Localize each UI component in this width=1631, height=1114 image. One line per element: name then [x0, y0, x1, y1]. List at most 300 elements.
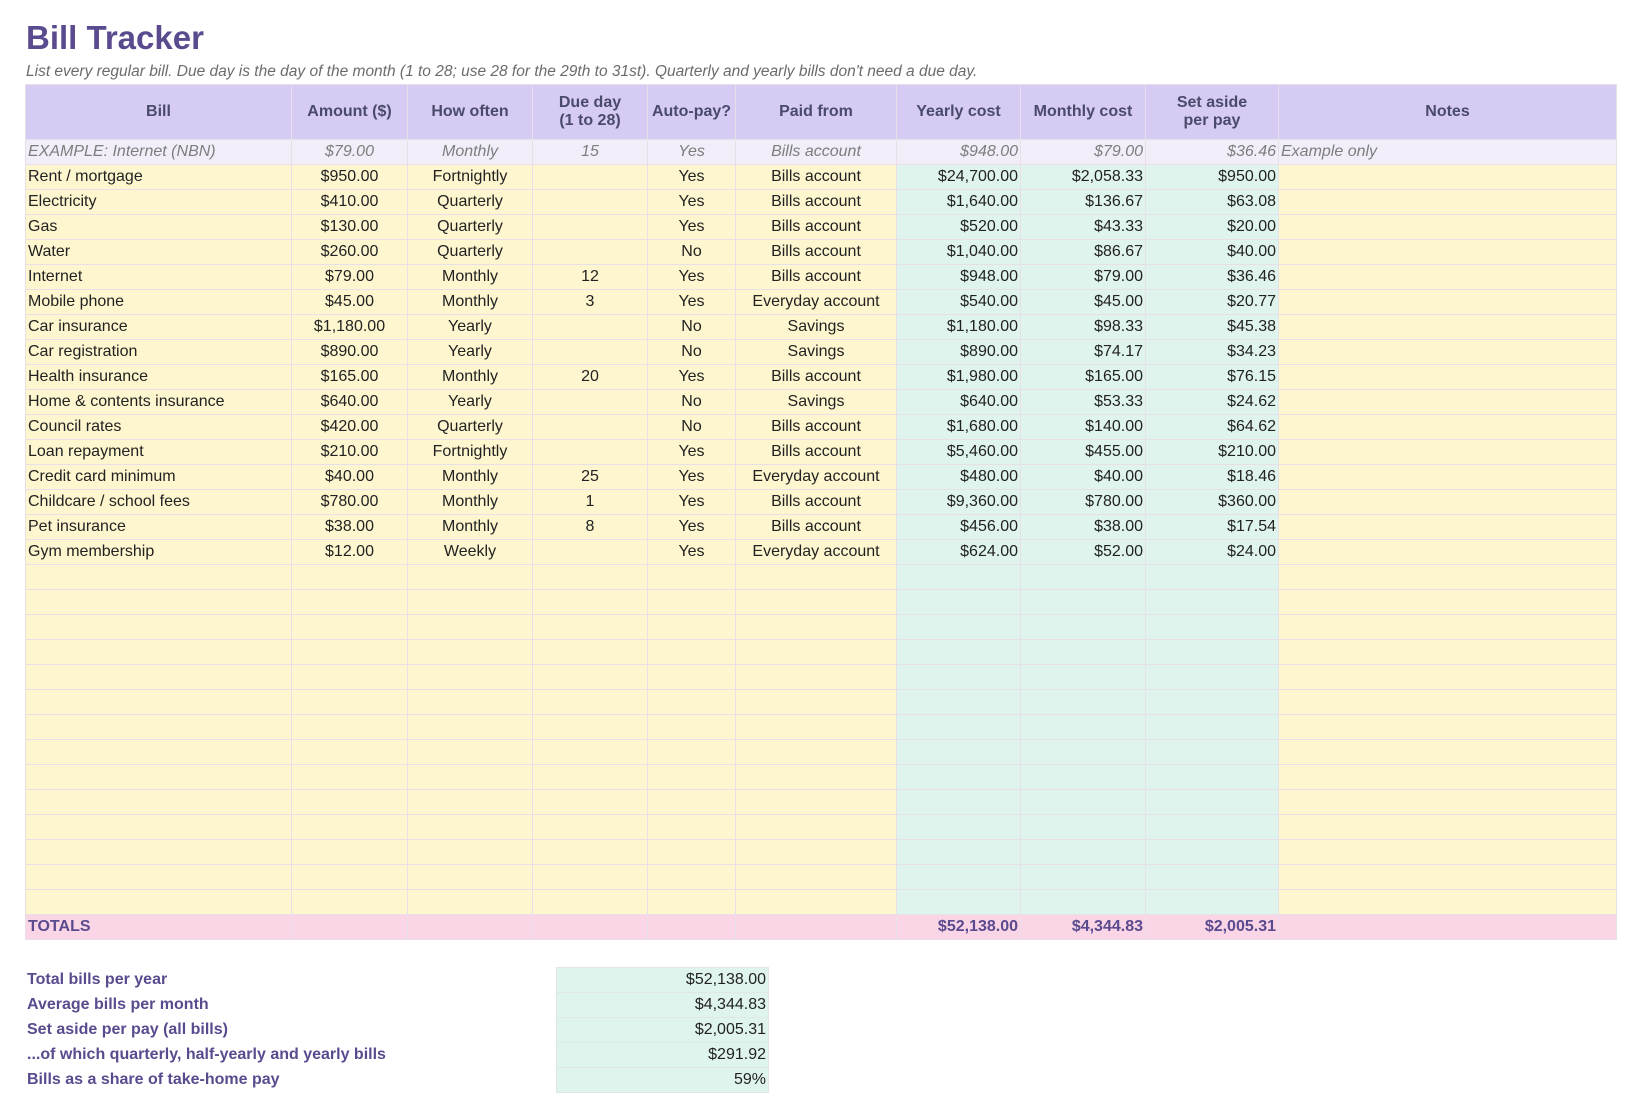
bill-name-cell[interactable]: Internet — [26, 265, 292, 290]
monthly-cost-cell[interactable] — [1021, 640, 1146, 665]
set-aside-cell[interactable] — [1146, 765, 1279, 790]
set-aside-cell[interactable] — [1146, 715, 1279, 740]
set-aside-cell[interactable] — [1146, 865, 1279, 890]
column-header-paid-from[interactable]: Paid from — [736, 85, 897, 140]
monthly-cost-cell[interactable]: $140.00 — [1021, 415, 1146, 440]
auto-pay-cell[interactable] — [648, 665, 736, 690]
notes-cell[interactable] — [1279, 190, 1617, 215]
auto-pay-cell[interactable]: Yes — [648, 165, 736, 190]
summary-value[interactable]: 59% — [557, 1068, 769, 1093]
yearly-cost-cell[interactable] — [897, 790, 1021, 815]
frequency-cell[interactable] — [408, 765, 533, 790]
due-day-cell[interactable]: 25 — [533, 465, 648, 490]
set-aside-cell[interactable]: $40.00 — [1146, 240, 1279, 265]
notes-cell[interactable] — [1279, 790, 1617, 815]
amount-cell[interactable] — [292, 815, 408, 840]
paid-from-cell[interactable]: Bills account — [736, 165, 897, 190]
set-aside-cell[interactable]: $36.46 — [1146, 265, 1279, 290]
monthly-cost-cell[interactable] — [1021, 865, 1146, 890]
paid-from-cell[interactable]: Bills account — [736, 140, 897, 165]
auto-pay-cell[interactable]: Yes — [648, 490, 736, 515]
notes-cell[interactable] — [1279, 340, 1617, 365]
bill-name-cell[interactable]: Childcare / school fees — [26, 490, 292, 515]
set-aside-cell[interactable] — [1146, 740, 1279, 765]
yearly-cost-cell[interactable] — [897, 690, 1021, 715]
amount-cell[interactable]: $890.00 — [292, 340, 408, 365]
amount-cell[interactable] — [292, 615, 408, 640]
auto-pay-cell[interactable]: No — [648, 390, 736, 415]
amount-cell[interactable]: $40.00 — [292, 465, 408, 490]
auto-pay-cell[interactable]: Yes — [648, 365, 736, 390]
frequency-cell[interactable]: Monthly — [408, 490, 533, 515]
paid-from-cell[interactable]: Bills account — [736, 490, 897, 515]
paid-from-cell[interactable]: Bills account — [736, 415, 897, 440]
bill-name-cell[interactable] — [26, 790, 292, 815]
set-aside-cell[interactable] — [1146, 790, 1279, 815]
notes-cell[interactable] — [1279, 390, 1617, 415]
yearly-cost-cell[interactable]: $520.00 — [897, 215, 1021, 240]
auto-pay-cell[interactable]: Yes — [648, 140, 736, 165]
monthly-cost-cell[interactable]: $40.00 — [1021, 465, 1146, 490]
amount-cell[interactable]: $130.00 — [292, 215, 408, 240]
due-day-cell[interactable]: 3 — [533, 290, 648, 315]
yearly-cost-cell[interactable] — [897, 590, 1021, 615]
bill-name-cell[interactable]: Mobile phone — [26, 290, 292, 315]
yearly-cost-cell[interactable]: $9,360.00 — [897, 490, 1021, 515]
amount-cell[interactable] — [292, 665, 408, 690]
paid-from-cell[interactable] — [736, 765, 897, 790]
monthly-cost-cell[interactable] — [1021, 590, 1146, 615]
notes-cell[interactable] — [1279, 465, 1617, 490]
due-day-cell[interactable] — [533, 415, 648, 440]
auto-pay-cell[interactable] — [648, 740, 736, 765]
due-day-cell[interactable] — [533, 640, 648, 665]
frequency-cell[interactable]: Quarterly — [408, 415, 533, 440]
paid-from-cell[interactable]: Bills account — [736, 265, 897, 290]
notes-cell[interactable] — [1279, 440, 1617, 465]
yearly-cost-cell[interactable]: $948.00 — [897, 140, 1021, 165]
set-aside-cell[interactable] — [1146, 565, 1279, 590]
due-day-cell[interactable]: 12 — [533, 265, 648, 290]
due-day-cell[interactable]: 15 — [533, 140, 648, 165]
amount-cell[interactable]: $210.00 — [292, 440, 408, 465]
monthly-cost-cell[interactable]: $455.00 — [1021, 440, 1146, 465]
auto-pay-cell[interactable]: Yes — [648, 440, 736, 465]
set-aside-cell[interactable]: $34.23 — [1146, 340, 1279, 365]
paid-from-cell[interactable] — [736, 890, 897, 915]
amount-cell[interactable]: $45.00 — [292, 290, 408, 315]
monthly-cost-cell[interactable]: $79.00 — [1021, 140, 1146, 165]
monthly-cost-cell[interactable]: $45.00 — [1021, 290, 1146, 315]
notes-cell[interactable] — [1279, 590, 1617, 615]
frequency-cell[interactable]: Quarterly — [408, 190, 533, 215]
yearly-cost-cell[interactable] — [897, 865, 1021, 890]
frequency-cell[interactable] — [408, 640, 533, 665]
yearly-cost-cell[interactable]: $456.00 — [897, 515, 1021, 540]
yearly-cost-cell[interactable] — [897, 640, 1021, 665]
total-set-aside[interactable]: $2,005.31 — [1146, 915, 1279, 940]
notes-cell[interactable] — [1279, 215, 1617, 240]
yearly-cost-cell[interactable]: $5,460.00 — [897, 440, 1021, 465]
yearly-cost-cell[interactable]: $1,640.00 — [897, 190, 1021, 215]
column-header-bill[interactable]: Bill — [26, 85, 292, 140]
monthly-cost-cell[interactable]: $86.67 — [1021, 240, 1146, 265]
bill-name-cell[interactable] — [26, 565, 292, 590]
bill-name-cell[interactable]: Credit card minimum — [26, 465, 292, 490]
frequency-cell[interactable] — [408, 590, 533, 615]
bill-name-cell[interactable] — [26, 765, 292, 790]
frequency-cell[interactable]: Fortnightly — [408, 165, 533, 190]
amount-cell[interactable] — [292, 715, 408, 740]
paid-from-cell[interactable]: Everyday account — [736, 290, 897, 315]
amount-cell[interactable] — [292, 865, 408, 890]
bill-name-cell[interactable]: EXAMPLE: Internet (NBN) — [26, 140, 292, 165]
amount-cell[interactable]: $410.00 — [292, 190, 408, 215]
auto-pay-cell[interactable]: Yes — [648, 265, 736, 290]
notes-cell[interactable] — [1279, 715, 1617, 740]
due-day-cell[interactable] — [533, 890, 648, 915]
monthly-cost-cell[interactable]: $38.00 — [1021, 515, 1146, 540]
paid-from-cell[interactable]: Savings — [736, 315, 897, 340]
monthly-cost-cell[interactable]: $43.33 — [1021, 215, 1146, 240]
bill-name-cell[interactable]: Water — [26, 240, 292, 265]
monthly-cost-cell[interactable]: $53.33 — [1021, 390, 1146, 415]
frequency-cell[interactable]: Quarterly — [408, 215, 533, 240]
set-aside-cell[interactable]: $360.00 — [1146, 490, 1279, 515]
due-day-cell[interactable] — [533, 540, 648, 565]
bill-name-cell[interactable]: Home & contents insurance — [26, 390, 292, 415]
amount-cell[interactable]: $260.00 — [292, 240, 408, 265]
frequency-cell[interactable] — [408, 665, 533, 690]
auto-pay-cell[interactable] — [648, 790, 736, 815]
yearly-cost-cell[interactable] — [897, 565, 1021, 590]
notes-cell[interactable] — [1279, 690, 1617, 715]
due-day-cell[interactable] — [533, 740, 648, 765]
yearly-cost-cell[interactable]: $1,180.00 — [897, 315, 1021, 340]
notes-cell[interactable] — [1279, 265, 1617, 290]
frequency-cell[interactable]: Fortnightly — [408, 440, 533, 465]
monthly-cost-cell[interactable]: $79.00 — [1021, 265, 1146, 290]
auto-pay-cell[interactable]: Yes — [648, 540, 736, 565]
set-aside-cell[interactable]: $36.46 — [1146, 140, 1279, 165]
due-day-cell[interactable] — [533, 715, 648, 740]
set-aside-cell[interactable]: $76.15 — [1146, 365, 1279, 390]
paid-from-cell[interactable]: Everyday account — [736, 540, 897, 565]
bill-name-cell[interactable]: Car registration — [26, 340, 292, 365]
set-aside-cell[interactable]: $24.62 — [1146, 390, 1279, 415]
bill-name-cell[interactable]: Pet insurance — [26, 515, 292, 540]
bill-name-cell[interactable]: Loan repayment — [26, 440, 292, 465]
yearly-cost-cell[interactable] — [897, 840, 1021, 865]
yearly-cost-cell[interactable] — [897, 715, 1021, 740]
amount-cell[interactable]: $640.00 — [292, 390, 408, 415]
notes-cell[interactable] — [1279, 665, 1617, 690]
monthly-cost-cell[interactable]: $98.33 — [1021, 315, 1146, 340]
auto-pay-cell[interactable]: No — [648, 315, 736, 340]
yearly-cost-cell[interactable]: $948.00 — [897, 265, 1021, 290]
set-aside-cell[interactable]: $17.54 — [1146, 515, 1279, 540]
monthly-cost-cell[interactable]: $136.67 — [1021, 190, 1146, 215]
set-aside-cell[interactable]: $950.00 — [1146, 165, 1279, 190]
frequency-cell[interactable]: Monthly — [408, 365, 533, 390]
monthly-cost-cell[interactable] — [1021, 815, 1146, 840]
set-aside-cell[interactable] — [1146, 640, 1279, 665]
due-day-cell[interactable] — [533, 865, 648, 890]
amount-cell[interactable]: $1,180.00 — [292, 315, 408, 340]
bill-name-cell[interactable]: Electricity — [26, 190, 292, 215]
due-day-cell[interactable] — [533, 165, 648, 190]
yearly-cost-cell[interactable] — [897, 615, 1021, 640]
bill-name-cell[interactable]: Rent / mortgage — [26, 165, 292, 190]
paid-from-cell[interactable]: Bills account — [736, 515, 897, 540]
auto-pay-cell[interactable] — [648, 640, 736, 665]
monthly-cost-cell[interactable]: $2,058.33 — [1021, 165, 1146, 190]
monthly-cost-cell[interactable] — [1021, 615, 1146, 640]
yearly-cost-cell[interactable] — [897, 815, 1021, 840]
set-aside-cell[interactable] — [1146, 840, 1279, 865]
frequency-cell[interactable] — [408, 815, 533, 840]
paid-from-cell[interactable]: Bills account — [736, 190, 897, 215]
summary-value[interactable]: $291.92 — [557, 1043, 769, 1068]
amount-cell[interactable] — [292, 740, 408, 765]
paid-from-cell[interactable] — [736, 615, 897, 640]
auto-pay-cell[interactable]: Yes — [648, 215, 736, 240]
yearly-cost-cell[interactable] — [897, 890, 1021, 915]
yearly-cost-cell[interactable]: $1,980.00 — [897, 365, 1021, 390]
yearly-cost-cell[interactable]: $24,700.00 — [897, 165, 1021, 190]
frequency-cell[interactable] — [408, 890, 533, 915]
due-day-cell[interactable] — [533, 340, 648, 365]
frequency-cell[interactable] — [408, 740, 533, 765]
paid-from-cell[interactable] — [736, 640, 897, 665]
bill-name-cell[interactable] — [26, 815, 292, 840]
totals-cell[interactable] — [1279, 915, 1617, 940]
bill-name-cell[interactable] — [26, 640, 292, 665]
monthly-cost-cell[interactable] — [1021, 765, 1146, 790]
set-aside-cell[interactable]: $18.46 — [1146, 465, 1279, 490]
amount-cell[interactable]: $79.00 — [292, 140, 408, 165]
frequency-cell[interactable]: Yearly — [408, 390, 533, 415]
notes-cell[interactable]: Example only — [1279, 140, 1617, 165]
notes-cell[interactable] — [1279, 890, 1617, 915]
set-aside-cell[interactable]: $64.62 — [1146, 415, 1279, 440]
yearly-cost-cell[interactable] — [897, 665, 1021, 690]
notes-cell[interactable] — [1279, 540, 1617, 565]
auto-pay-cell[interactable] — [648, 890, 736, 915]
bill-name-cell[interactable] — [26, 715, 292, 740]
yearly-cost-cell[interactable]: $624.00 — [897, 540, 1021, 565]
set-aside-cell[interactable]: $20.00 — [1146, 215, 1279, 240]
monthly-cost-cell[interactable] — [1021, 690, 1146, 715]
bill-name-cell[interactable]: Council rates — [26, 415, 292, 440]
paid-from-cell[interactable]: Savings — [736, 390, 897, 415]
yearly-cost-cell[interactable] — [897, 740, 1021, 765]
paid-from-cell[interactable] — [736, 715, 897, 740]
yearly-cost-cell[interactable]: $890.00 — [897, 340, 1021, 365]
due-day-cell[interactable] — [533, 190, 648, 215]
paid-from-cell[interactable] — [736, 565, 897, 590]
summary-value[interactable]: $2,005.31 — [557, 1018, 769, 1043]
yearly-cost-cell[interactable]: $540.00 — [897, 290, 1021, 315]
auto-pay-cell[interactable]: Yes — [648, 465, 736, 490]
monthly-cost-cell[interactable] — [1021, 890, 1146, 915]
auto-pay-cell[interactable]: No — [648, 415, 736, 440]
column-header-yearly-cost[interactable]: Yearly cost — [897, 85, 1021, 140]
column-header-monthly-cost[interactable]: Monthly cost — [1021, 85, 1146, 140]
set-aside-cell[interactable]: $20.77 — [1146, 290, 1279, 315]
amount-cell[interactable]: $79.00 — [292, 265, 408, 290]
frequency-cell[interactable]: Yearly — [408, 315, 533, 340]
column-header-auto-pay[interactable]: Auto-pay? — [648, 85, 736, 140]
frequency-cell[interactable]: Weekly — [408, 540, 533, 565]
total-yearly-cost[interactable]: $52,138.00 — [897, 915, 1021, 940]
column-header-set-aside[interactable]: Set aside per pay — [1146, 85, 1279, 140]
bill-name-cell[interactable] — [26, 665, 292, 690]
auto-pay-cell[interactable] — [648, 765, 736, 790]
bill-name-cell[interactable] — [26, 840, 292, 865]
monthly-cost-cell[interactable] — [1021, 840, 1146, 865]
frequency-cell[interactable]: Monthly — [408, 465, 533, 490]
notes-cell[interactable] — [1279, 165, 1617, 190]
due-day-cell[interactable] — [533, 240, 648, 265]
set-aside-cell[interactable]: $24.00 — [1146, 540, 1279, 565]
paid-from-cell[interactable] — [736, 590, 897, 615]
bill-name-cell[interactable]: Health insurance — [26, 365, 292, 390]
frequency-cell[interactable]: Monthly — [408, 140, 533, 165]
due-day-cell[interactable]: 20 — [533, 365, 648, 390]
bill-name-cell[interactable] — [26, 890, 292, 915]
due-day-cell[interactable]: 1 — [533, 490, 648, 515]
set-aside-cell[interactable] — [1146, 690, 1279, 715]
monthly-cost-cell[interactable]: $74.17 — [1021, 340, 1146, 365]
due-day-cell[interactable] — [533, 665, 648, 690]
set-aside-cell[interactable]: $63.08 — [1146, 190, 1279, 215]
amount-cell[interactable]: $420.00 — [292, 415, 408, 440]
set-aside-cell[interactable] — [1146, 890, 1279, 915]
frequency-cell[interactable] — [408, 565, 533, 590]
notes-cell[interactable] — [1279, 865, 1617, 890]
frequency-cell[interactable] — [408, 865, 533, 890]
column-header-notes[interactable]: Notes — [1279, 85, 1617, 140]
amount-cell[interactable] — [292, 640, 408, 665]
auto-pay-cell[interactable]: Yes — [648, 190, 736, 215]
column-header-due-day[interactable]: Due day (1 to 28) — [533, 85, 648, 140]
totals-cell[interactable] — [408, 915, 533, 940]
bill-name-cell[interactable]: Gas — [26, 215, 292, 240]
amount-cell[interactable] — [292, 840, 408, 865]
due-day-cell[interactable] — [533, 440, 648, 465]
due-day-cell[interactable] — [533, 590, 648, 615]
paid-from-cell[interactable]: Everyday account — [736, 465, 897, 490]
amount-cell[interactable]: $165.00 — [292, 365, 408, 390]
auto-pay-cell[interactable]: No — [648, 240, 736, 265]
paid-from-cell[interactable] — [736, 740, 897, 765]
notes-cell[interactable] — [1279, 565, 1617, 590]
frequency-cell[interactable] — [408, 690, 533, 715]
notes-cell[interactable] — [1279, 815, 1617, 840]
bill-name-cell[interactable] — [26, 590, 292, 615]
monthly-cost-cell[interactable] — [1021, 715, 1146, 740]
paid-from-cell[interactable] — [736, 690, 897, 715]
yearly-cost-cell[interactable]: $1,680.00 — [897, 415, 1021, 440]
totals-cell[interactable] — [736, 915, 897, 940]
notes-cell[interactable] — [1279, 365, 1617, 390]
totals-cell[interactable] — [292, 915, 408, 940]
totals-cell[interactable] — [648, 915, 736, 940]
yearly-cost-cell[interactable]: $1,040.00 — [897, 240, 1021, 265]
notes-cell[interactable] — [1279, 515, 1617, 540]
yearly-cost-cell[interactable]: $640.00 — [897, 390, 1021, 415]
column-header-how-often[interactable]: How often — [408, 85, 533, 140]
frequency-cell[interactable] — [408, 715, 533, 740]
auto-pay-cell[interactable]: Yes — [648, 290, 736, 315]
paid-from-cell[interactable] — [736, 790, 897, 815]
bill-name-cell[interactable] — [26, 615, 292, 640]
frequency-cell[interactable]: Monthly — [408, 515, 533, 540]
paid-from-cell[interactable]: Bills account — [736, 215, 897, 240]
due-day-cell[interactable] — [533, 215, 648, 240]
monthly-cost-cell[interactable] — [1021, 665, 1146, 690]
yearly-cost-cell[interactable] — [897, 765, 1021, 790]
monthly-cost-cell[interactable]: $780.00 — [1021, 490, 1146, 515]
auto-pay-cell[interactable] — [648, 815, 736, 840]
frequency-cell[interactable] — [408, 615, 533, 640]
monthly-cost-cell[interactable] — [1021, 790, 1146, 815]
set-aside-cell[interactable]: $210.00 — [1146, 440, 1279, 465]
monthly-cost-cell[interactable] — [1021, 565, 1146, 590]
auto-pay-cell[interactable] — [648, 840, 736, 865]
notes-cell[interactable] — [1279, 640, 1617, 665]
bill-name-cell[interactable] — [26, 865, 292, 890]
paid-from-cell[interactable]: Savings — [736, 340, 897, 365]
amount-cell[interactable] — [292, 765, 408, 790]
due-day-cell[interactable] — [533, 815, 648, 840]
due-day-cell[interactable] — [533, 840, 648, 865]
paid-from-cell[interactable]: Bills account — [736, 240, 897, 265]
amount-cell[interactable] — [292, 565, 408, 590]
notes-cell[interactable] — [1279, 840, 1617, 865]
monthly-cost-cell[interactable]: $165.00 — [1021, 365, 1146, 390]
paid-from-cell[interactable] — [736, 815, 897, 840]
monthly-cost-cell[interactable] — [1021, 740, 1146, 765]
bill-name-cell[interactable]: Gym membership — [26, 540, 292, 565]
due-day-cell[interactable] — [533, 790, 648, 815]
totals-cell[interactable] — [533, 915, 648, 940]
summary-value[interactable]: $4,344.83 — [557, 993, 769, 1018]
due-day-cell[interactable] — [533, 615, 648, 640]
notes-cell[interactable] — [1279, 765, 1617, 790]
amount-cell[interactable]: $780.00 — [292, 490, 408, 515]
amount-cell[interactable] — [292, 890, 408, 915]
amount-cell[interactable]: $38.00 — [292, 515, 408, 540]
notes-cell[interactable] — [1279, 415, 1617, 440]
notes-cell[interactable] — [1279, 290, 1617, 315]
auto-pay-cell[interactable] — [648, 715, 736, 740]
set-aside-cell[interactable] — [1146, 590, 1279, 615]
auto-pay-cell[interactable] — [648, 690, 736, 715]
notes-cell[interactable] — [1279, 240, 1617, 265]
auto-pay-cell[interactable] — [648, 615, 736, 640]
auto-pay-cell[interactable] — [648, 865, 736, 890]
amount-cell[interactable] — [292, 590, 408, 615]
paid-from-cell[interactable]: Bills account — [736, 365, 897, 390]
summary-value[interactable]: $52,138.00 — [557, 968, 769, 993]
notes-cell[interactable] — [1279, 490, 1617, 515]
frequency-cell[interactable] — [408, 840, 533, 865]
set-aside-cell[interactable]: $45.38 — [1146, 315, 1279, 340]
due-day-cell[interactable]: 8 — [533, 515, 648, 540]
frequency-cell[interactable]: Yearly — [408, 340, 533, 365]
